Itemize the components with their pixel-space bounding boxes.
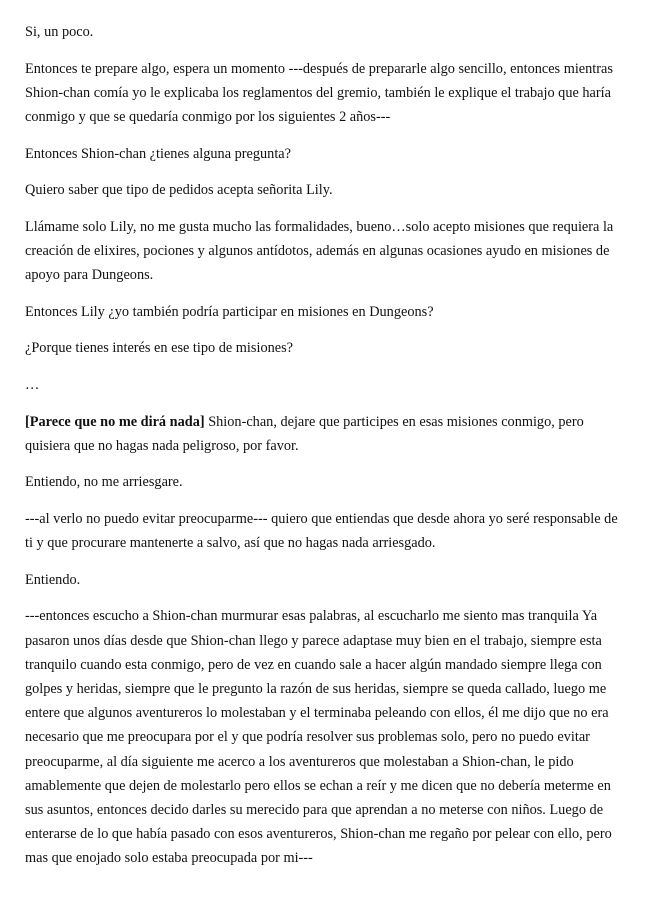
paragraph-5 — [25, 215, 625, 288]
paragraph-text: Entiendo, no me arriesgare. — [25, 474, 183, 491]
paragraph-8 — [25, 373, 625, 397]
document-body — [25, 20, 625, 883]
paragraph-text: Llámame solo Lily, no me gusta mucho las formalidades, bueno…solo acepto misiones que requiera la creación de elixires, pociones y algunos antídotos, además en algunas ocasiones ayudo en misiones de apoyo para Dungeons. — [25, 218, 614, 284]
paragraph-2 — [25, 57, 625, 130]
paragraph-text: Entonces te prepare algo, espera un momento ---después de prepararle algo sencillo, entonces mientras Shion-chan comía yo le explicaba los reglamentos del gremio, también le explique el trabajo que haría conmigo y que se quedaría conmigo por los siguientes 2 años--- — [25, 60, 613, 125]
paragraph-10 — [25, 470, 625, 494]
paragraph-text: ¿Porque tienes interés en ese tipo de misiones? — [25, 340, 293, 357]
paragraph-text: Entonces Shion-chan ¿tienes alguna pregunta? — [25, 145, 291, 162]
paragraph-13 — [25, 604, 625, 870]
paragraph-text: Entiendo. — [25, 571, 81, 588]
paragraph-text: Quiero saber que tipo de pedidos acepta señorita Lily. — [25, 182, 333, 199]
paragraph-text: ---entonces escucho a Shion-chan murmurar esas palabras, al escucharlo me siento mas tranquila Ya pasaron unos días desde que Shion-chan llego y parece adaptase muy bien en el trabajo, siempre esta tranquilo cuando esta conmigo, pero de vez en cuando sale a hacer algún mandado siempre llega con golpes y heridas, siempre que le pregunto la razón de sus heridas, siempre se queda callado, luego me entere que algunos aventureros lo molestaban y el terminaba peleando con ellos, él me dijo que no era necesario que me preocupara por el y que podría resolver sus problemas solo, pero no puedo evitar preocuparme, al día siguiente me acerco a los aventureros que molestaban a Shion-chan, le pido amablemente que dejen de molestarlo pero ellos se echan a reír y me dicen que no debería meterme en sus asuntos, entonces decido darles su merecido para que aprendan a no meterse con niños. Luego de enterarse de lo que había pasado con esos aventureros, Shion-chan me regaño por pelear con ello, pero mas que enojado solo estaba preocupada por mi--- — [25, 608, 612, 867]
paragraph-6 — [25, 300, 625, 324]
paragraph-7 — [25, 336, 625, 360]
thought-text: [Parece que no me dirá nada] — [25, 413, 205, 430]
paragraph-text: … — [25, 376, 40, 393]
paragraph-11 — [25, 507, 625, 555]
paragraph-text: Shion-chan, dejare que participes en esas misiones conmigo, pero quisiera que no hagas nada peligroso, por favor. — [25, 413, 584, 454]
paragraph-12 — [25, 568, 625, 592]
paragraph-9 — [25, 410, 625, 458]
paragraph-1 — [25, 20, 625, 44]
paragraph-3 — [25, 142, 625, 166]
paragraph-text: Entonces Lily ¿yo también podría participar en misiones en Dungeons? — [25, 303, 434, 320]
paragraph-4 — [25, 178, 625, 202]
paragraph-text: Si, un poco. — [25, 24, 94, 40]
paragraph-text: ---al verlo no puedo evitar preocuparme--- quiero que entiendas que desde ahora yo seré responsable de ti y que procurare mantenerte a salvo, así que no hagas nada arriesgado. — [25, 510, 618, 552]
